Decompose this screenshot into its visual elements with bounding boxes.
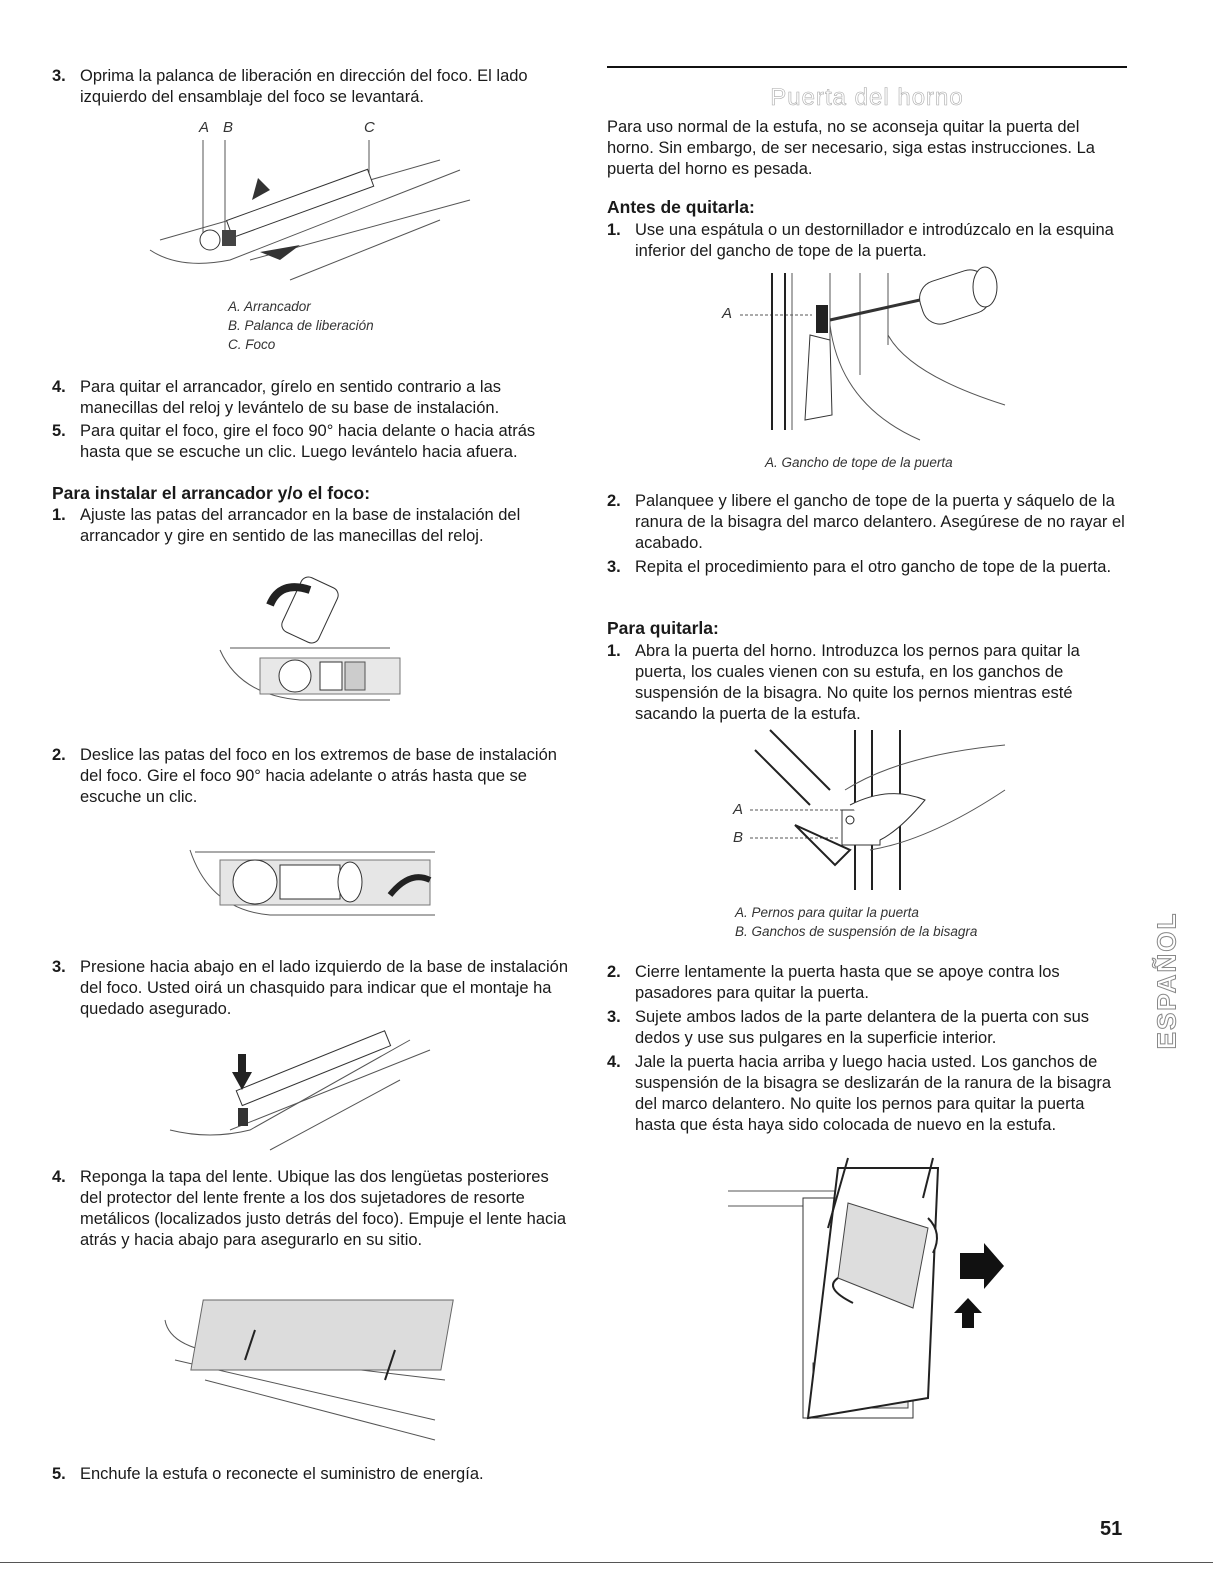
remove-step-2 [607, 962, 1127, 1004]
heading-to-remove: Para quitarla: [607, 618, 719, 638]
step-text: Palanquee y libere el gancho de tope de la puerta y sáquelo de la ranura de la bisagra del marco delantero. Asegúrese de no rayar el acabado. [635, 492, 1125, 552]
fig-pins-label-a: A [733, 801, 744, 818]
install-step-3 [52, 957, 572, 1020]
step-number: 5. [52, 422, 66, 440]
heading-install: Para instalar el arrancador y/o el foco: [52, 483, 371, 503]
step-number: 5. [52, 1465, 66, 1483]
before-step-1 [607, 220, 1127, 262]
install-step-5 [52, 1464, 572, 1485]
section-title: Puerta del horno [770, 84, 964, 111]
step-text: Jale la puerta hacia arriba y luego hacia usted. Los ganchos de suspensión de la bisagra se deslizarán de la ranura de la bisagra del marco delantero. No quite los pernos para quitar la puerta hasta que ésta haya sido colocada de nuevo en la estufa. [635, 1053, 1112, 1134]
fig-secure-base-illustration [170, 1030, 440, 1160]
step-text: Use una espátula o un destornillador e introdúzcalo en la esquina inferior del gancho de tope de la puerta. [635, 221, 1114, 260]
fig1-label-c: C [364, 119, 375, 136]
fig1-caption-b: B. Palanca de liberación [228, 318, 374, 333]
side-tab-text: ESPAÑOL [1151, 911, 1182, 1049]
install-step-1 [52, 505, 572, 547]
remove-step-4 [607, 1052, 1127, 1136]
step-number: 3. [607, 1008, 621, 1026]
fig1-label-b: B [223, 119, 234, 136]
language-side-tab [1150, 900, 1184, 1060]
step-number: 4. [52, 378, 66, 396]
fig-lift-door-illustration [728, 1158, 1018, 1423]
before-step-2 [607, 491, 1127, 554]
heading-before-removing: Antes de quitarla: [607, 197, 755, 217]
step-number: 2. [607, 492, 621, 510]
step-text: Sujete ambos lados de la parte delantera de la puerta con sus dedos y use sus pulgares en la superficie interior. [635, 1008, 1090, 1047]
step-4-remove-starter [52, 377, 572, 419]
install-step-4 [52, 1167, 572, 1251]
step-text: Presione hacia abajo en el lado izquierdo de la base de instalación del foco. Usted oirá un chasquido para indicar que el montaje ha quedado asegurado. [80, 958, 569, 1018]
step-text: Repita el procedimiento para el otro gancho de tope de la puerta. [635, 558, 1112, 576]
step-number: 1. [52, 506, 66, 524]
step-text: Deslice las patas del foco en los extremos de base de instalación del foco. Gire el foco 90° hacia adelante o atrás hasta que se escuche un clic. [80, 746, 557, 806]
fig-pins-captions [735, 903, 1055, 941]
fig-door-stop-hook-illustration [740, 265, 1020, 445]
step-number: 1. [607, 221, 621, 239]
step-number: 2. [607, 963, 621, 981]
fig1-bulb-release-illustration [140, 140, 500, 290]
remove-step-3 [607, 1007, 1127, 1049]
page-number: 51 [1100, 1518, 1123, 1540]
door-intro [607, 117, 1127, 180]
fig-pins-caption-b: B. Ganchos de suspensión de la bisagra [735, 924, 978, 939]
fig1-label-a: A [199, 119, 210, 136]
step-number: 4. [52, 1168, 66, 1186]
step-text: Oprima la palanca de liberación en dirección del foco. El lado izquierdo del ensamblaje del foco se levantará. [80, 67, 528, 106]
before-step-3 [607, 557, 1127, 578]
step-number: 3. [52, 67, 66, 85]
step-number: 2. [52, 746, 66, 764]
fig-starter-install-illustration [220, 560, 400, 710]
fig1-caption-c: C. Foco [228, 337, 276, 352]
section-top-rule [607, 66, 1127, 68]
bottom-rule [0, 1562, 1213, 1563]
fig-lens-cover-illustration [165, 1290, 455, 1440]
fig-bulb-install-illustration [190, 840, 440, 920]
fig1-captions [228, 297, 488, 354]
step-text: Ajuste las patas del arrancador en la base de instalación del arrancador y gire en sentido de las manecillas del reloj. [80, 506, 521, 545]
step-text: Enchufe la estufa o reconecte el suministro de energía. [80, 1465, 484, 1483]
step-5-remove-bulb [52, 421, 572, 463]
fig-pins-caption-a: A. Pernos para quitar la puerta [735, 905, 919, 920]
step-number: 1. [607, 642, 621, 660]
intro-text: Para uso normal de la estufa, no se aconseja quitar la puerta del horno. Sin embargo, de ser necesario, siga estas instrucciones. La puerta del horno es pesada. [607, 118, 1095, 178]
step-number: 3. [607, 558, 621, 576]
step-text: Para quitar el foco, gire el foco 90° hacia delante o hacia atrás hasta que se escuche un clic. Luego levántelo hacia afuera. [80, 422, 536, 461]
step-text: Reponga la tapa del lente. Ubique las dos lengüetas posteriores del protector del lente frente a los dos sujetadores de resorte metálicos (localizados justo detrás del foco). Empuje el lente hacia atrás y hacia abajo para asegurarlo en su sitio. [80, 1168, 567, 1249]
step-text: Abra la puerta del horno. Introduzca los pernos para quitar la puerta, los cuales vienen con su estufa, en los ganchos de suspensión de la bisagra. No quite los pernos mientras esté sacando la puerta de la estufa. [635, 642, 1080, 723]
remove-step-1 [607, 641, 1127, 725]
step-text: Para quitar el arrancador, gírelo en sentido contrario a las manecillas del reloj y levántelo de su base de instalación. [80, 378, 501, 417]
step-3-release-lever [52, 66, 572, 108]
fig-hook-caption: A. Gancho de tope de la puerta [765, 455, 953, 470]
fig-door-pins-illustration [750, 730, 1020, 895]
fig1-caption-a: A. Arrancador [228, 299, 311, 314]
step-number: 4. [607, 1053, 621, 1071]
install-step-2 [52, 745, 572, 808]
fig-hook-label-a: A [722, 305, 733, 322]
fig-pins-label-b: B [733, 829, 744, 846]
step-number: 3. [52, 958, 66, 976]
step-text: Cierre lentamente la puerta hasta que se apoye contra los pasadores para quitar la puerta. [635, 963, 1060, 1002]
